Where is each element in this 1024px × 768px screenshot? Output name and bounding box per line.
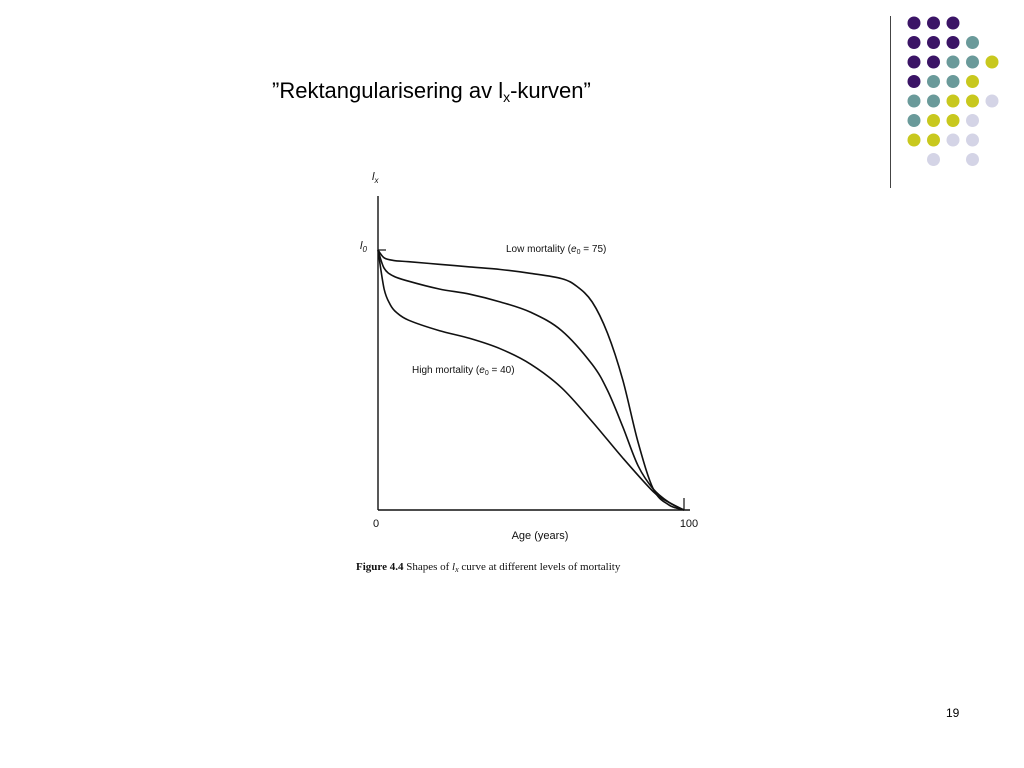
decorative-dot: [947, 56, 960, 69]
low-label-e: e: [571, 244, 577, 255]
series-line-1: [378, 250, 684, 510]
decorative-dot-grid: [905, 12, 1005, 172]
lx-curve-chart: [340, 158, 740, 588]
decorative-dot: [966, 134, 979, 147]
decorative-dot: [927, 95, 940, 108]
series-label-low-mortality: [506, 244, 606, 256]
low-label-prefix: Low mortality (: [506, 244, 572, 255]
series-line-2: [378, 250, 684, 510]
high-label-e: e: [479, 365, 485, 376]
title-end-text: -kurven”: [510, 78, 591, 103]
low-label-sub: 0: [576, 249, 581, 256]
decorative-dot: [966, 114, 979, 127]
decorative-dot: [908, 75, 921, 88]
caption-l: l: [452, 561, 456, 573]
page-number: 19: [946, 706, 960, 720]
x-tick-label-0: 0: [372, 518, 380, 530]
y-axis-label-main: l: [372, 171, 375, 183]
y-tick-label: [360, 240, 367, 254]
title-main-text: ”Rektangularisering av l: [272, 78, 504, 103]
caption-pre: Shapes of: [403, 561, 453, 573]
decorative-dot: [966, 56, 979, 69]
decorative-dot: [947, 17, 960, 30]
x-tick-label-100: 100: [679, 518, 699, 530]
decorative-dot: [947, 36, 960, 49]
title-subscript: x: [503, 89, 511, 105]
decorative-dot: [927, 75, 940, 88]
decorative-dot: [947, 75, 960, 88]
high-label-sub: 0: [484, 370, 489, 377]
decorative-dot: [927, 114, 940, 127]
decorative-dot: [927, 134, 940, 147]
vertical-divider: [890, 16, 891, 188]
high-label-prefix: High mortality (: [412, 365, 480, 376]
low-label-suffix: = 75): [580, 244, 607, 255]
y-axis-label: [372, 171, 379, 185]
decorative-dot: [908, 17, 921, 30]
decorative-dot: [908, 36, 921, 49]
high-label-suffix: = 40): [488, 365, 515, 376]
decorative-dot: [927, 36, 940, 49]
decorative-dot: [986, 56, 999, 69]
decorative-dot: [908, 95, 921, 108]
x-axis-label: Age (years): [511, 530, 569, 542]
decorative-dot: [927, 153, 940, 166]
decorative-dot: [908, 56, 921, 69]
decorative-dot: [947, 134, 960, 147]
decorative-dot: [908, 114, 921, 127]
decorative-dot: [927, 17, 940, 30]
decorative-dot: [966, 153, 979, 166]
decorative-dot: [908, 134, 921, 147]
decorative-dot: [986, 95, 999, 108]
figure-caption: [356, 561, 621, 574]
decorative-dot: [966, 75, 979, 88]
decorative-dot: [966, 36, 979, 49]
decorative-dot: [966, 95, 979, 108]
series-line-0: [378, 250, 684, 510]
slide-title: [272, 78, 591, 105]
decorative-dot: [947, 95, 960, 108]
decorative-dot: [947, 114, 960, 127]
series-label-high-mortality: [412, 365, 515, 377]
caption-bold: Figure 4.4: [356, 561, 404, 573]
y-axis-label-sub: x: [374, 176, 379, 185]
y-tick-label-main: l: [360, 240, 363, 252]
y-tick-label-sub: 0: [362, 245, 367, 254]
decorative-dot: [927, 56, 940, 69]
caption-post: curve at different levels of mortality: [458, 561, 621, 573]
caption-sub: x: [455, 565, 459, 574]
series-group: [378, 250, 684, 510]
